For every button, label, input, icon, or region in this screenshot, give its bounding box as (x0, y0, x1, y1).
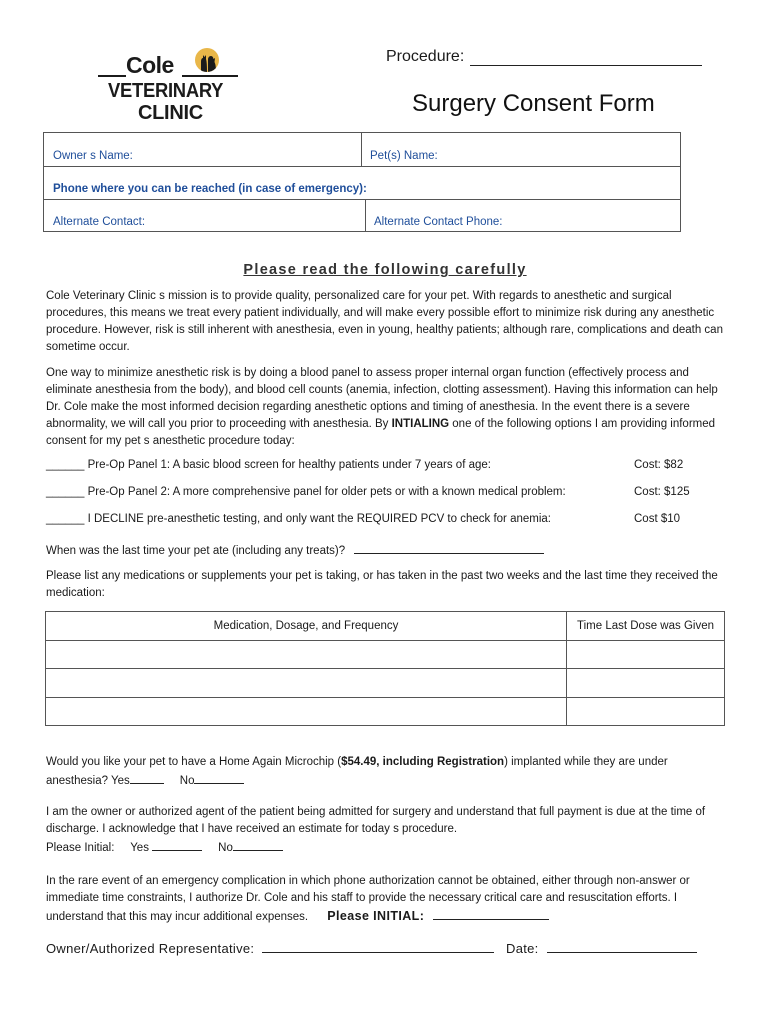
logo-rule-left (98, 75, 126, 77)
option-panel-2[interactable] (46, 486, 566, 498)
option-blank[interactable]: ______ (46, 513, 85, 525)
emergency-phone-field[interactable]: Phone where you can be reached (in case of emergency): (53, 183, 367, 195)
emergency-text: In the rare event of an emergency complication in which phone authorization cannot be obtained, either through non-answer or immediate time constraints, I authorize Dr. Cole and his staff to provide the necessary critical care and resuscitation efforts. I understand that this may incur additional expenses. (46, 875, 690, 923)
last-dose-cell[interactable] (567, 697, 725, 725)
owner-row (44, 133, 680, 167)
form-title: Surgery Consent Form (412, 90, 655, 117)
last-ate-label: When was the last time your pet ate (including any treats)? (46, 545, 346, 557)
medication-cell[interactable] (46, 641, 567, 669)
owner-info-table (43, 132, 681, 232)
microchip-yes-label: Yes (111, 775, 130, 787)
medication-table-header (46, 612, 725, 641)
option-decline[interactable] (46, 513, 551, 525)
microchip-question (46, 754, 730, 790)
procedure-field (386, 48, 702, 66)
alt-row-divider (365, 199, 366, 231)
medications-prompt: Please list any medications or supplements your pet is taking, or has taken in the past two weeks and the last time they received the medication: (46, 570, 718, 599)
initial-yes-blank[interactable] (152, 838, 202, 851)
alternate-phone-field[interactable]: Alternate Contact Phone: (374, 216, 503, 228)
last-dose-cell[interactable] (567, 669, 725, 697)
date-blank[interactable] (547, 938, 697, 953)
table-row (46, 697, 725, 725)
option-label: I DECLINE pre-anesthetic testing, and only want the REQUIRED PCV to check for anemia: (87, 513, 551, 525)
sun-cat-dog-icon (195, 48, 219, 72)
last-dose-cell[interactable] (567, 641, 725, 669)
last-dose-column-header: Time Last Dose was Given (567, 612, 725, 641)
table-row (46, 669, 725, 697)
medication-cell[interactable] (46, 697, 567, 725)
medication-table (45, 611, 725, 726)
emergency-initial-label: Please INITIAL: (327, 909, 425, 923)
microchip-no-label: No (179, 775, 195, 787)
procedure-blank[interactable] (470, 49, 702, 66)
table-row (46, 641, 725, 669)
notice-heading: Please read the following carefully (243, 262, 527, 278)
option-blank[interactable]: ______ (46, 486, 85, 498)
microchip-text: Would you like your pet to have a Home Again Microchip ( (46, 756, 342, 768)
initial-no-blank[interactable] (233, 838, 283, 851)
logo-rule-right (182, 75, 238, 77)
last-ate-blank[interactable] (354, 541, 544, 554)
option-cost: Cost: $125 (634, 486, 690, 498)
initial-yes-label: Yes (130, 842, 149, 854)
date-label: Date: (506, 941, 539, 956)
emergency-initial-blank[interactable] (433, 907, 549, 920)
microchip-no-blank[interactable] (194, 771, 244, 784)
initialing-text: INTIALING (391, 418, 450, 430)
blood-panel-text-end: one of the following options I am providing informed consent for my pet s anesthetic procedure today: (46, 418, 716, 447)
microchip-price: $54.49, including Registration (341, 756, 505, 768)
initial-label: Please Initial: (46, 842, 115, 854)
medication-column-header: Medication, Dosage, and Frequency (46, 612, 567, 641)
option-label: Pre-Op Panel 1: A basic blood screen for healthy patients under 7 years of age: (87, 459, 491, 471)
option-cost: Cost $10 (634, 513, 681, 525)
pet-name-field[interactable]: Pet(s) Name: (370, 150, 438, 162)
owner-signature-label: Owner/Authorized Representative: (46, 941, 255, 956)
logo-clinic-text: CLINIC (138, 102, 203, 124)
mission-paragraph: Cole Veterinary Clinic s mission is to provide quality, personalized care for your pet. With regards to anesthetic and surgical procedures, this means we treat every patient individually, and will make every possible effort to minimize risk during any anesthetic procedure. However, risk is still inherent with anesthesia, even in young, healthy patients; although rare, complications and death can sometime occur. (46, 290, 723, 353)
initial-no-label: No (218, 842, 233, 854)
option-blank[interactable]: ______ (46, 459, 85, 471)
signature-line (46, 938, 697, 956)
procedure-label: Procedure: (386, 48, 465, 65)
logo-veterinary-text: VETERINARY (108, 80, 224, 102)
blood-panel-text: One way to minimize anesthetic risk is by doing a blood panel to assess proper internal organ function (effectively process and eliminate anesthesia from the body), and blood cell counts (anemia, infection, clotting assessment). Having this information can help Dr. Cole make the most informed decision regarding anesthetic options and timing of anesthesia. In the event there is a severe abnormality, we will call you prior to proceeding with anesthesia. By (46, 367, 718, 430)
microchip-yes-blank[interactable] (130, 771, 164, 784)
owner-statement: I am the owner or authorized agent of the patient being admitted for surgery and understand that full payment is due at the time of discharge. I acknowledge that I have received an estimate for today s procedure. (46, 806, 706, 835)
initial-line (46, 838, 283, 854)
owner-name-field[interactable]: Owner s Name: (53, 150, 133, 162)
alternate-contact-field[interactable]: Alternate Contact: (53, 216, 146, 228)
logo-cole-text: Cole (126, 52, 174, 78)
last-ate-question (46, 541, 544, 557)
emergency-paragraph (46, 873, 726, 926)
owner-signature-blank[interactable] (262, 938, 494, 953)
option-cost: Cost: $82 (634, 459, 684, 471)
medication-cell[interactable] (46, 669, 567, 697)
option-label: Pre-Op Panel 2: A more comprehensive panel for older pets or with a known medical problem: (87, 486, 566, 498)
owner-row-divider (361, 133, 362, 166)
option-panel-1[interactable] (46, 459, 491, 471)
clinic-logo (98, 44, 238, 124)
blood-panel-paragraph (46, 365, 730, 450)
microchip-text-end: ) implanted while they are under anesthesia? (46, 756, 668, 787)
